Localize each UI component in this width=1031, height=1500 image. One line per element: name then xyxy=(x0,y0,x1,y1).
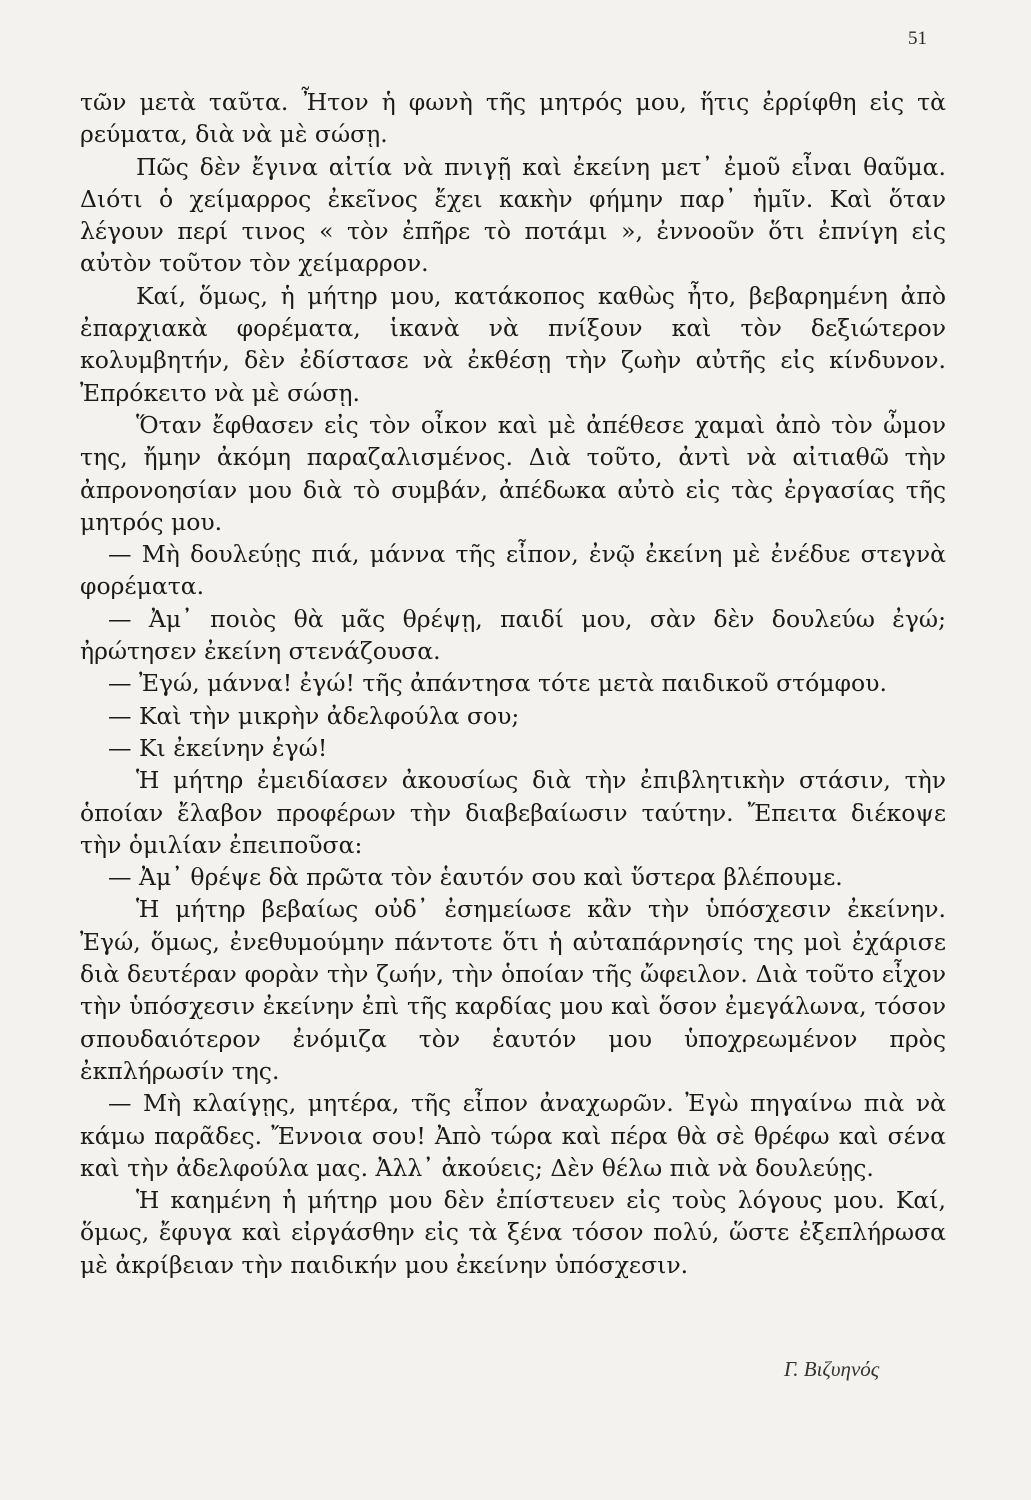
dialogue-line: — Ἐγώ, μάννα! ἐγώ! τῆς ἀπάντησα τότε μετὰ παιδικοῦ στόμφου. xyxy=(108,669,887,698)
dialogue-line: — Ἀμ᾽ θρέψε δὰ πρῶτα τὸν ἑαυτόν σου καὶ ὕστερα βλέπουμε. xyxy=(108,863,843,892)
dialogue-line: — Μὴ κλαίγῃς, μητέρα, τῆς εἶπον ἀναχωρῶν. Ἐγὼ πηγαίνω πιὰ νὰ κάμω παρᾶδες. Ἔννοια σου! Ἀπὸ τώρα καὶ πέρα θὰ σὲ θρέφω καὶ σένα καὶ τὴν ἀδελφούλα μας. Ἀλλ᾽ ἀκούεις; Δὲν θέλω πιὰ νὰ δουλεύῃς. xyxy=(80,1089,946,1182)
author-signature: Γ. Βιζυηνός xyxy=(784,1357,880,1381)
paragraph: Ἡ μήτηρ βεβαίως οὐδ᾽ ἐσημείωσε κἂν τὴν ὑπόσχεσιν ἐκείνην. Ἐγώ, ὅμως, ἐνεθυμούμην πάντοτε ὅτι ἡ αὐταπάρνησίς της μοὶ ἐχάρισε διὰ δευτέραν φορὰν τὴν ζωήν, τὴν ὁποίαν τῆς ὤφειλον. Διὰ τοῦτο εἶχον τὴν ὑπόσχεσιν ἐκείνην ἐπὶ τῆς καρδίας μου καὶ ὅσον ἐμεγάλωνα, τόσον σπουδαιότερον ἐνόμιζα τὸν ἑαυτόν μου ὑποχρεωμένον πρὸς ἐκπλήρωσίν της. xyxy=(80,895,946,1085)
paragraph: Καί, ὅμως, ἡ μήτηρ μου, κατάκοπος καθὼς ἦτο, βεβαρημένη ἀπὸ ἐπαρχιακὰ φορέματα, ἱκανὰ νὰ πνίξουν καὶ τὸν δεξιώτερον κολυμβητήν, δὲν ἐδίστασε νὰ ἐκθέσῃ τὴν ζωὴν αὐτῆς εἰς κίνδυνον. Ἐπρόκειτο νὰ μὲ σώσῃ. xyxy=(80,281,946,407)
paragraph: Πῶς δὲν ἔγινα αἰτία νὰ πνιγῇ καὶ ἐκείνη μετ᾽ ἐμοῦ εἶναι θαῦμα. Διότι ὁ χείμαρρος ἐκεῖνος ἔχει κακὴν φήμην παρ᾽ ἡμῖν. Καὶ ὅταν λέγουν περί τινος « τὸν ἐπῆρε τὸ ποτάμι », ἐννοοῦν ὅτι ἐπνίγη εἰς αὐτὸν τοῦτον τὸν χείμαρρον. xyxy=(80,152,946,278)
page-number: 51 xyxy=(908,28,927,49)
dialogue-line: — Καὶ τὴν μικρὴν ἀδελφούλα σου; xyxy=(108,701,520,730)
paragraph: τῶν μετὰ ταῦτα. Ἦτον ἡ φωνὴ τῆς μητρός μου, ἥτις ἐρρίφθη εἰς τὰ ρεύματα, διὰ νὰ μὲ σώσῃ. xyxy=(80,88,946,149)
dialogue-line: — Κι ἐκείνην ἐγώ! xyxy=(108,733,328,762)
paragraph: Ἡ καημένη ἡ μήτηρ μου δὲν ἐπίστευεν εἰς τοὺς λόγους μου. Καί, ὅμως, ἔφυγα καὶ εἰργάσθην εἰς τὰ ξένα τόσον πολύ, ὥστε ἐξεπλήρωσα μὲ ἀκρίβειαν τὴν παιδικήν μου ἐκείνην ὑπόσχεσιν. xyxy=(80,1186,946,1279)
body-text xyxy=(80,86,946,1281)
dialogue-line: — Ἀμ᾽ ποιὸς θὰ μᾶς θρέψῃ, παιδί μου, σὰν δὲν δουλεύω ἐγώ; ἠρώτησεν ἐκείνη στενάζουσα. xyxy=(80,604,946,666)
dialogue-line: — Μὴ δουλεύῃς πιά, μάννα τῆς εἶπον, ἐνῷ ἐκείνη μὲ ἐνέδυε στεγνὰ φορέματα. xyxy=(80,540,946,601)
paragraph: Ὅταν ἔφθασεν εἰς τὸν οἶκον καὶ μὲ ἀπέθεσε χαμαὶ ἀπὸ τὸν ὦμον της, ἤμην ἀκόμη παραζαλισμένος. Διὰ τοῦτο, ἀντὶ νὰ αἰτιαθῶ τὴν ἀπρονοησίαν μου διὰ τὸ συμβάν, ἀπέδωκα αὐτὸ εἰς τὰς ἐργασίας τῆς μητρός μου. xyxy=(80,410,946,536)
paragraph: Ἡ μήτηρ ἐμειδίασεν ἀκουσίως διὰ τὴν ἐπιβλητικὴν στάσιν, τὴν ὁποίαν ἔλαβον προφέρων τὴν διαβεβαίωσιν ταύτην. Ἔπειτα διέκοψε τὴν ὁμιλίαν ἐπειποῦσα: xyxy=(80,766,946,859)
